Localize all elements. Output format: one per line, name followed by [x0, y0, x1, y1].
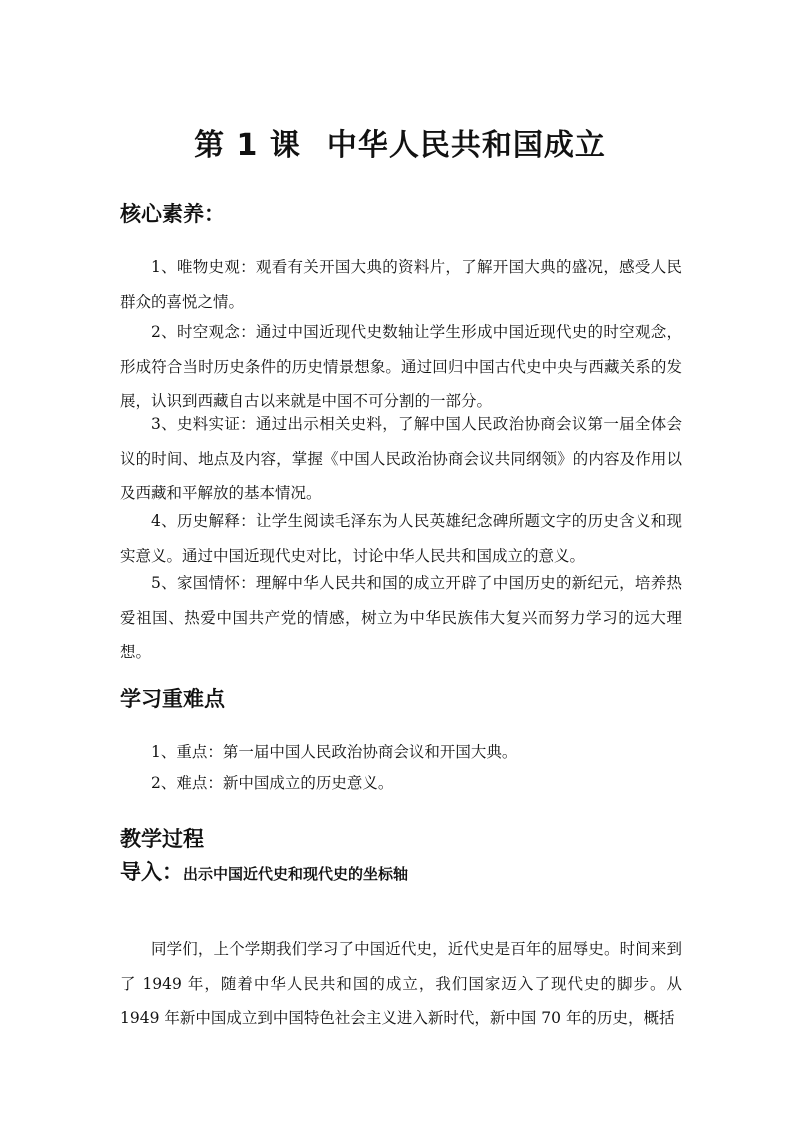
core-item-2: 2、时空观念：通过中国近现代史数轴让学生形成中国近现代史的时空观念，形成符合当时历史条件的历史情景想象。通过回归中国古代史中央与西藏关系的发展，认识到西藏自古以来就是中国不可分割的一部分。	[120, 323, 682, 410]
core-item-1: 1、唯物史观：观看有关开国大典的资料片，了解开国大典的盛况，感受人民群众的喜悦之情。	[120, 258, 682, 311]
intro-paragraph: 同学们，上个学期我们学习了中国近代史，近代史是百年的屈辱史。时间来到了 1949 年，随着中华人民共和国的成立，我们国家迈入了现代史的脚步。从 1949 年新中国成立到中国特色社会主义进入新时代，新中国 70 年的历史，概括	[120, 940, 682, 1027]
core-item-3: 3、史料实证：通过出示相关史料，了解中国人民政治协商会议第一届全体会议的时间、地点及内容，掌握《中国人民政治协商会议共同纲领》的内容及作用以及西藏和平解放的基本情况。	[120, 415, 682, 502]
core-item-5: 5、家国情怀：理解中华人民共和国的成立开辟了中国历史的新纪元，培养热爱祖国、热爱中国共产党的情感，树立为中华民族伟大复兴而努力学习的远大理想。	[120, 574, 682, 661]
difficulty-item-1: 1、重点：第一届中国人民政治协商会议和开国大典。	[151, 743, 518, 761]
difficulty-item-2: 2、难点：新中国成立的历史意义。	[151, 774, 394, 792]
page-title	[0, 124, 800, 168]
core-heading: 核心素养：	[120, 202, 225, 226]
intro-subheading	[120, 857, 408, 889]
intro-title: 出示中国近代史和现代史的坐标轴	[183, 865, 409, 883]
core-item-4: 4、历史解释：让学生阅读毛泽东为人民英雄纪念碑所题文字的历史含义和现实意义。通过中国近现代史对比，讨论中华人民共和国成立的意义。	[120, 512, 682, 565]
difficulty-heading: 学习重难点	[120, 687, 225, 711]
intro-label: 导入：	[120, 860, 183, 884]
lesson-number: 第 1 课	[194, 128, 301, 163]
lesson-title: 中华人民共和国成立	[326, 128, 606, 163]
process-heading: 教学过程	[120, 827, 204, 851]
